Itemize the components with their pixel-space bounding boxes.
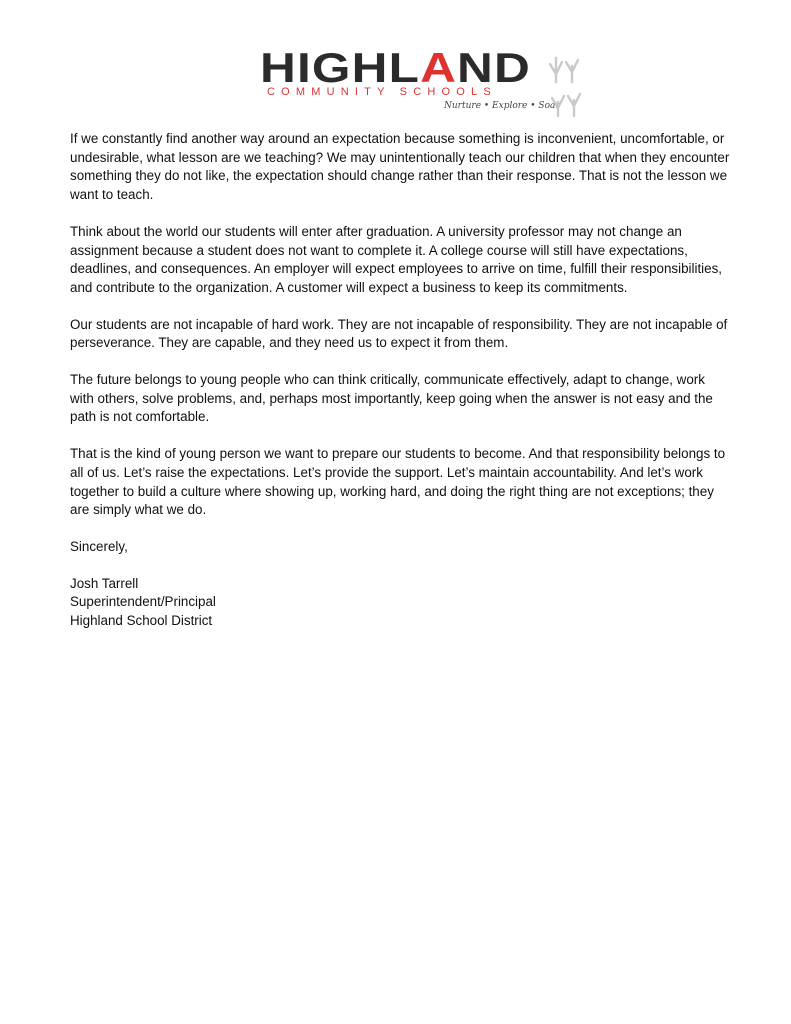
logo-wordmark xyxy=(260,44,532,91)
paragraph: The future belongs to young people who can think critically, communicate effectively, adapt to change, work with others, solve problems, and, perhaps most importantly, keep going when the answer is not easy and the path is not comfortable. xyxy=(70,372,713,425)
paragraph: Think about the world our students will enter after graduation. A university professor may not change an assignment because a student does not want to complete it. A college course will still have expectations, deadlines, and consequences. An employer will expect employees to arrive on time, fulfill their responsibilities, and contribute to the organization. A customer will expect a business to keep its commitments. xyxy=(70,223,723,295)
signer-title: Superintendent/Principal xyxy=(70,594,216,610)
letter-body xyxy=(70,130,730,631)
paragraph: That is the kind of young person we want to prepare our students to become. And that responsibility belongs to all of us. Let’s raise the expectations. Let’s provide the support. Let’s maintain accountability. And let’s work together to build a culture where showing up, working hard, and doing the right thing are not exceptions; they are simply what we do. xyxy=(70,446,726,518)
signer-organization: Highland School District xyxy=(70,613,213,629)
letterhead xyxy=(260,44,600,120)
signature-block xyxy=(70,575,730,631)
logo-suffix: ND xyxy=(457,44,532,91)
logo-subtitle: COMMUNITY SCHOOLS xyxy=(267,86,497,98)
logo-prefix: HIGHL xyxy=(260,44,421,91)
logo-tagline: Nurture • Explore • Soar xyxy=(444,101,560,111)
paragraph: Our students are not incapable of hard work. They are not incapable of responsibility. They are not incapable of perseverance. They are capable, and they need us to expect it from them. xyxy=(70,316,728,351)
tree-branch-icon xyxy=(546,52,586,118)
closing: Sincerely, xyxy=(70,538,128,554)
logo-accent-letter: A xyxy=(420,44,458,91)
signer-name: Josh Tarrell xyxy=(70,575,139,591)
paragraph: If we constantly find another way around an expectation because something is inconvenient, uncomfortable, or undesirable, what lesson are we teaching? We may unintentionally teach our children that when they encounter something they do not like, the expectation should change rather than their response. That is not the lesson we want to teach. xyxy=(70,131,730,203)
